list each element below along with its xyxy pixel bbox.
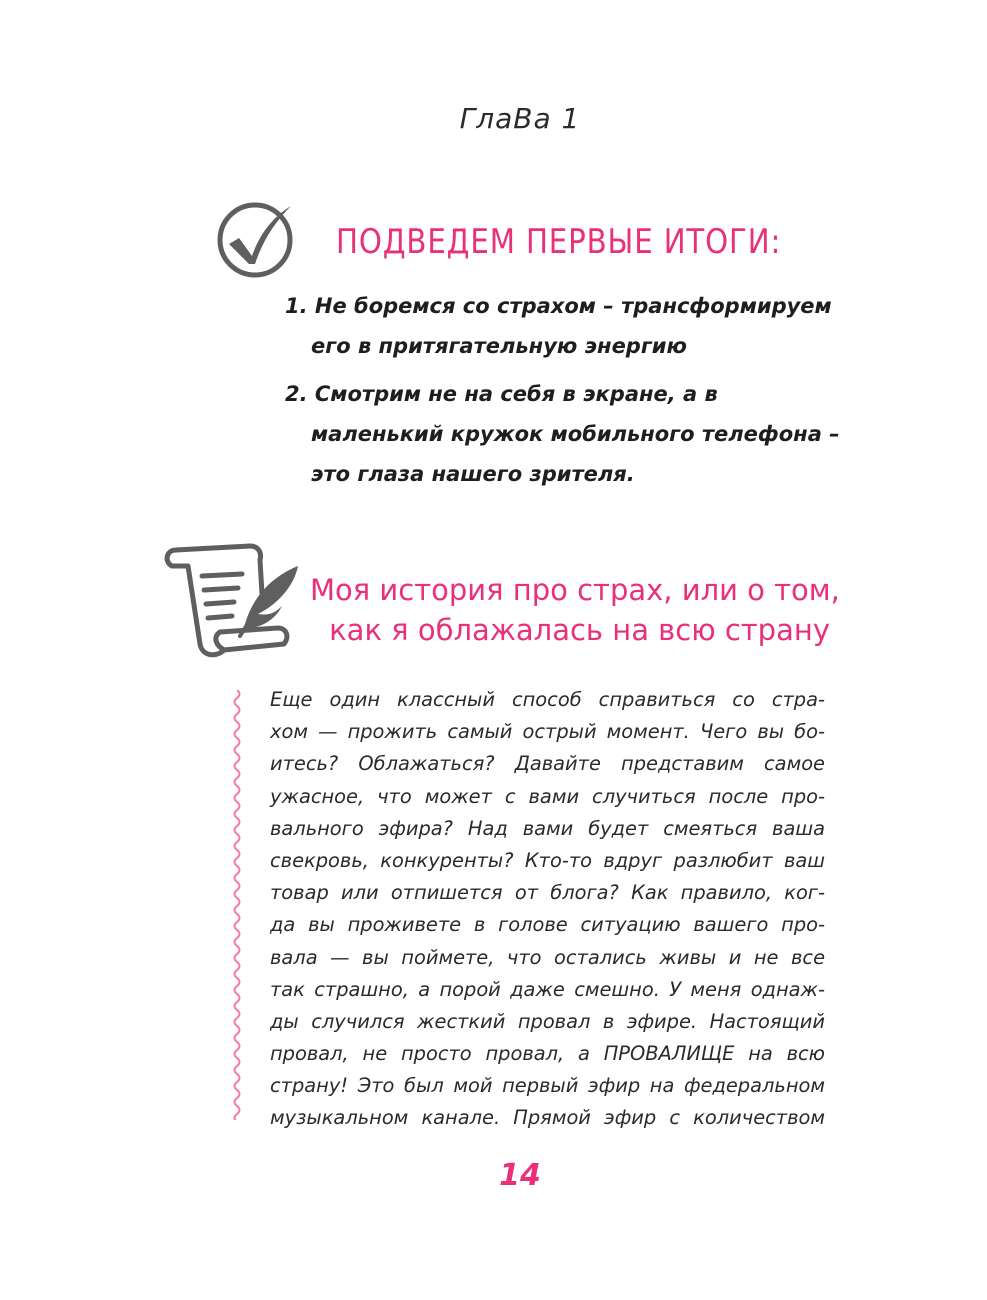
body-line: так страшно, а порой даже смешно. У меня однаж- [270,977,825,1001]
body-line: да вы проживете в голове ситуацию вашего про- [270,913,825,937]
story-title [310,570,840,650]
body-line: товар или отпишется от блога? Как правило, ког- [270,881,825,905]
body-line: Еще один классный способ справиться со стра- [270,688,825,711]
story-title-line: как я облажалась на всю страну [329,613,830,647]
story-title-line: Моя история про страх, или о том, [310,573,840,607]
summary-item: 1. Не боремся со страхом – трансформируем его в притягательную энергию [285,294,832,358]
story-body [270,684,825,1135]
page-number: 14 [499,1158,541,1193]
body-line: итесь? Облажаться? Давайте представим самое [270,752,825,776]
summary-item: 2. Смотрим не на себя в экране, а в маленький кружок мобильного телефона – это глаза нашего зрителя. [285,382,840,486]
body-line: хом — прожить самый острый момент. Чего вы бо- [270,720,825,744]
body-line: страну! Это был мой первый эфир на федеральном [270,1074,825,1098]
checkmark-circle-icon [215,200,295,280]
body-line: ды случился жесткий провал в эфире. Настоящий [270,1009,825,1033]
wavy-divider [230,690,244,1120]
body-line: провал, не просто провал, а ПРОВАЛИЩЕ на всю [270,1042,825,1066]
body-line: вала — вы поймете, что остались живы и не все [270,945,825,969]
summary-title: ПОДВЕДЕМ ПЕРВЫЕ ИТОГИ: [336,222,782,262]
body-line: вального эфира? Над вами будет смеяться ваша [270,816,825,840]
body-line: свекровь, конкуренты? Кто-то вдруг разлюбит ваш [270,848,825,872]
chapter-heading: ГлаВа 1 [459,102,581,135]
summary-list [285,286,845,502]
body-line: музыкальном канале. Прямой эфир с количеством [270,1106,825,1130]
scroll-quill-icon [158,532,308,662]
body-line: ужасное, что может с вами случиться после про- [270,784,825,808]
